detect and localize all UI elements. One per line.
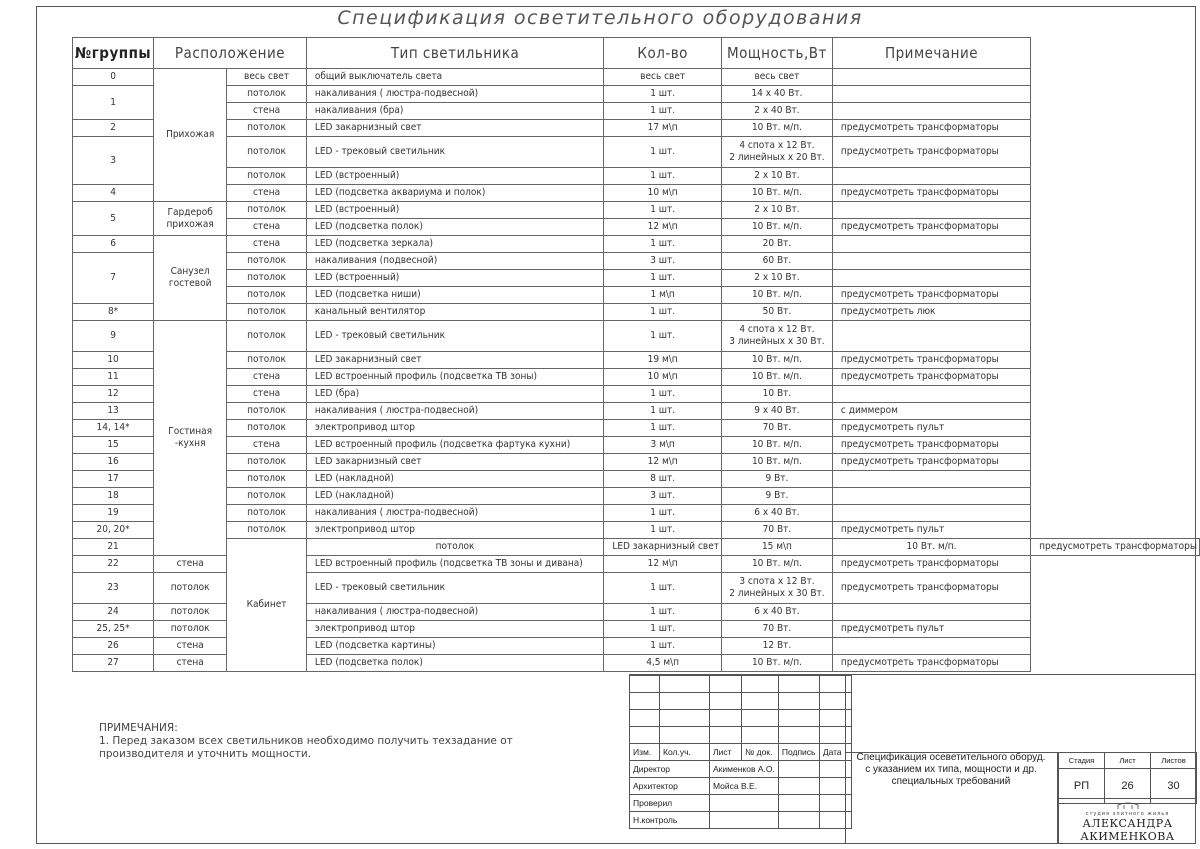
type-cell: LED закарнизный свет — [306, 120, 603, 137]
qty-cell: 3 шт. — [604, 253, 722, 270]
notes-heading: ПРИМЕЧАНИЯ: — [99, 722, 178, 734]
location-bathroom: Санузел гостевой — [154, 236, 227, 321]
table-row — [73, 454, 1200, 471]
sheet-info — [1058, 752, 1197, 804]
note-cell — [832, 321, 1030, 352]
note-cell: предусмотреть люк — [832, 304, 1030, 321]
type-cell: LED - трековый светильник — [306, 321, 603, 352]
type-cell: LED (бра) — [306, 386, 603, 403]
place-cell: потолок — [227, 352, 307, 369]
qty-cell: 1 шт. — [604, 386, 722, 403]
power-cell: 2 x 40 Вт. — [721, 103, 832, 120]
power-cell: 6 x 40 Вт. — [721, 604, 832, 621]
sheet-label: Лист — [1105, 753, 1151, 769]
type-cell: LED (встроенный) — [306, 168, 603, 185]
power-line: 2 линейных x 20 Вт. — [729, 152, 825, 163]
place-cell: потолок — [154, 573, 227, 604]
qty-cell: 3 шт. — [604, 488, 722, 505]
power-cell: 10 Вт. м/п. — [721, 219, 832, 236]
group-cell: 27 — [73, 655, 154, 672]
type-cell: LED (накладной) — [306, 488, 603, 505]
qty-cell: 1 шт. — [604, 321, 722, 352]
note-cell — [832, 236, 1030, 253]
header-note: Примечание — [832, 38, 1030, 69]
qty-cell: 19 м\п — [604, 352, 722, 369]
sheet-description — [846, 752, 1056, 788]
group-cell: 23 — [73, 573, 154, 604]
place-cell: потолок — [227, 471, 307, 488]
qty-cell: 1 шт. — [604, 505, 722, 522]
table-row — [73, 321, 1200, 352]
stage-label: Стадия — [1059, 753, 1105, 769]
group-cell: 6 — [73, 236, 154, 253]
type-cell: LED (подсветка полок) — [306, 655, 603, 672]
type-cell: электропривод штор — [306, 420, 603, 437]
type-cell: накаливания ( люстра-подвесной) — [306, 604, 603, 621]
power-cell: 14 x 40 Вт. — [721, 86, 832, 103]
note-cell: предусмотреть трансформаторы — [832, 219, 1030, 236]
power-cell: 10 Вт. м/п. — [832, 539, 1030, 556]
place-cell: потолок — [227, 287, 307, 304]
power-cell: 9 Вт. — [721, 471, 832, 488]
revision-stamp — [629, 675, 852, 829]
power-line: 2 линейных x 30 Вт. — [729, 588, 825, 599]
page-title: Спецификация осветительного оборудования — [337, 7, 863, 29]
description-line: специальных требований — [891, 776, 1011, 787]
table-row — [73, 352, 1200, 369]
power-cell: 9 Вт. — [721, 488, 832, 505]
group-cell: 25, 25* — [73, 621, 154, 638]
table-row — [73, 304, 1200, 321]
qty-cell: 1 шт. — [604, 137, 722, 168]
power-cell: 70 Вт. — [721, 621, 832, 638]
stamp-header-list: Лист — [710, 744, 742, 761]
qty-cell: 1 шт. — [604, 621, 722, 638]
power-cell: 10 Вт. м/п. — [721, 556, 832, 573]
description-line: с указанием их типа, мощности и др. — [865, 764, 1037, 775]
group-cell: 5 — [73, 202, 154, 236]
sheets-value: 30 — [1151, 769, 1197, 804]
stage-value: РП — [1059, 769, 1105, 804]
table-row — [73, 287, 1200, 304]
group-cell: 24 — [73, 604, 154, 621]
power-line: 4 спота x 12 Вт. — [739, 324, 815, 335]
group-cell: 4 — [73, 185, 154, 202]
table-row — [73, 202, 1200, 219]
group-cell: 26 — [73, 638, 154, 655]
place-cell: потолок — [227, 522, 307, 539]
note-cell: предусмотреть трансформаторы — [1031, 539, 1200, 556]
place-cell: потолок — [227, 253, 307, 270]
power-line: 3 спота x 12 Вт. — [739, 576, 815, 587]
place-cell: весь свет — [227, 69, 307, 86]
note-cell: предусмотреть трансформаторы — [832, 287, 1030, 304]
place-cell: потолок — [227, 137, 307, 168]
note-cell — [832, 505, 1030, 522]
note-cell — [832, 86, 1030, 103]
sheets-label: Листов — [1151, 753, 1197, 769]
table-row — [73, 471, 1200, 488]
group-cell: 16 — [73, 454, 154, 471]
qty-cell: 8 шт. — [604, 471, 722, 488]
place-cell: стена — [227, 185, 307, 202]
group-cell: 22 — [73, 556, 154, 573]
note-cell — [832, 270, 1030, 287]
note-cell — [832, 488, 1030, 505]
power-cell: 60 Вт. — [721, 253, 832, 270]
place-cell: стена — [154, 638, 227, 655]
place-cell: стена — [227, 437, 307, 454]
power-cell: 10 Вт. м/п. — [721, 287, 832, 304]
note-cell — [832, 386, 1030, 403]
table-row — [73, 386, 1200, 403]
logo-name: АЛЕКСАНДРА АКИМЕНКОВА — [1080, 817, 1175, 843]
power-cell: 9 x 40 Вт. — [721, 403, 832, 420]
power-cell: 50 Вт. — [721, 304, 832, 321]
stamp-role: Директор — [630, 761, 710, 778]
power-cell: 10 Вт. м/п. — [721, 120, 832, 137]
description-line: Спецификация осеветительного оборуд. — [856, 752, 1046, 763]
table-row — [73, 539, 1200, 556]
power-line: 4 спота x 12 Вт. — [739, 140, 815, 151]
note-cell — [832, 638, 1030, 655]
note-cell: предусмотреть трансформаторы — [832, 185, 1030, 202]
type-cell: общий выключатель света — [306, 69, 603, 86]
table-row — [73, 270, 1200, 287]
table-row — [73, 69, 1200, 86]
type-cell: LED (подсветка полок) — [306, 219, 603, 236]
qty-cell: 1 шт. — [604, 168, 722, 185]
note-cell — [832, 168, 1030, 185]
stamp-name: Мойса В.Е. — [710, 778, 779, 795]
power-cell: 20 Вт. — [721, 236, 832, 253]
header-type: Тип светильника — [306, 38, 603, 69]
group-cell: 12 — [73, 386, 154, 403]
group-cell: 0 — [73, 69, 154, 86]
stamp-header-ndok: № док. — [742, 744, 779, 761]
sheet-value: 26 — [1105, 769, 1151, 804]
table-row — [73, 420, 1200, 437]
qty-cell: 1 м\п — [604, 287, 722, 304]
power-cell: 10 Вт. м/п. — [721, 437, 832, 454]
table-row — [73, 488, 1200, 505]
qty-cell: 12 м\п — [604, 219, 722, 236]
group-cell: 18 — [73, 488, 154, 505]
header-location: Расположение — [154, 38, 307, 69]
place-cell: потолок — [306, 539, 603, 556]
table-row — [73, 219, 1200, 236]
note-cell: предусмотреть трансформаторы — [832, 454, 1030, 471]
place-cell: потолок — [227, 488, 307, 505]
power-cell: 10 Вт. м/п. — [721, 655, 832, 672]
qty-cell: весь свет — [604, 69, 722, 86]
type-cell: LED (подсветка картины) — [306, 638, 603, 655]
place-cell: потолок — [227, 304, 307, 321]
table-row — [73, 505, 1200, 522]
qty-cell: 1 шт. — [604, 573, 722, 604]
location-cabinet: Кабинет — [227, 539, 307, 672]
place-cell: потолок — [227, 168, 307, 185]
qty-cell: 17 м\п — [604, 120, 722, 137]
type-cell: LED встроенный профиль (подсветка фартука кухни) — [306, 437, 603, 454]
place-cell: стена — [227, 386, 307, 403]
group-cell: 10 — [73, 352, 154, 369]
note-cell: предусмотреть трансформаторы — [832, 556, 1030, 573]
power-line: 3 линейных x 30 Вт. — [729, 336, 825, 347]
stamp-header-koluch: Кол.уч. — [660, 744, 710, 761]
note-cell — [832, 471, 1030, 488]
stamp-name: Акименков А.О. — [710, 761, 779, 778]
type-cell: LED закарнизный свет — [306, 454, 603, 471]
group-cell: 13 — [73, 403, 154, 420]
qty-cell: 1 шт. — [604, 270, 722, 287]
table-row — [73, 137, 1200, 168]
table-row — [73, 103, 1200, 120]
table-row — [73, 120, 1200, 137]
stamp-header-data: Дата — [819, 744, 851, 761]
power-cell: 10 Вт. м/п. — [721, 369, 832, 386]
place-cell: стена — [227, 236, 307, 253]
qty-cell: 10 м\п — [604, 369, 722, 386]
note-cell — [832, 604, 1030, 621]
notes-line: 1. Перед заказом всех светильников необходимо получить техзадание от — [99, 735, 513, 747]
power-cell: 6 x 40 Вт. — [721, 505, 832, 522]
place-cell: стена — [227, 103, 307, 120]
note-cell — [832, 69, 1030, 86]
place-cell: стена — [154, 655, 227, 672]
note-cell: предусмотреть трансформаторы — [832, 120, 1030, 137]
header-qty: Кол-во — [604, 38, 722, 69]
note-cell: предусмотреть пульт — [832, 621, 1030, 638]
type-cell: канальный вентилятор — [306, 304, 603, 321]
logo-subtitle: студия элитного жилья — [1085, 811, 1170, 817]
type-cell: LED (встроенный) — [306, 270, 603, 287]
qty-cell: 1 шт. — [604, 403, 722, 420]
note-cell: предусмотреть трансформаторы — [832, 573, 1030, 604]
type-cell: накаливания ( люстра-подвесной) — [306, 505, 603, 522]
type-cell: LED встроенный профиль (подсветка ТВ зоны) — [306, 369, 603, 386]
header-power: Мощность,Вт — [721, 38, 832, 69]
note-cell — [832, 202, 1030, 219]
table-row — [73, 168, 1200, 185]
qty-cell: 12 м\п — [604, 556, 722, 573]
qty-cell: 4,5 м\п — [604, 655, 722, 672]
power-cell — [721, 321, 832, 352]
power-cell: 10 Вт. м/п. — [721, 185, 832, 202]
table-row — [73, 253, 1200, 270]
type-cell: накаливания (бра) — [306, 103, 603, 120]
stamp-header-izm: Изм. — [630, 744, 660, 761]
type-cell: LED - трековый светильник — [306, 573, 603, 604]
type-cell: LED закарнизный свет — [604, 539, 722, 556]
type-cell: накаливания ( люстра-подвесной) — [306, 403, 603, 420]
note-cell: предусмотреть трансформаторы — [832, 655, 1030, 672]
group-cell: 15 — [73, 437, 154, 454]
location-living: Гостиная -кухня — [154, 321, 227, 556]
place-cell: потолок — [154, 604, 227, 621]
group-cell: 1 — [73, 86, 154, 120]
type-cell: накаливания ( люстра-подвесной) — [306, 86, 603, 103]
qty-cell: 1 шт. — [604, 420, 722, 437]
place-cell: потолок — [227, 454, 307, 471]
group-cell: 14, 14* — [73, 420, 154, 437]
note-cell — [832, 103, 1030, 120]
company-logo — [1058, 798, 1196, 844]
type-cell: LED встроенный профиль (подсветка ТВ зоны и дивана) — [306, 556, 603, 573]
specification-table — [72, 37, 1200, 672]
logo-mark-icon — [1116, 802, 1140, 810]
place-cell: потолок — [227, 270, 307, 287]
table-row — [73, 369, 1200, 386]
note-cell: предусмотреть пульт — [832, 420, 1030, 437]
stamp-role: Н.контроль — [630, 812, 710, 829]
group-cell: 8* — [73, 304, 154, 321]
group-cell: 19 — [73, 505, 154, 522]
note-cell: с диммером — [832, 403, 1030, 420]
place-cell: потолок — [227, 420, 307, 437]
place-cell: стена — [227, 219, 307, 236]
note-cell: предусмотреть трансформаторы — [832, 137, 1030, 168]
place-cell: потолок — [227, 202, 307, 219]
note-cell: предусмотреть пульт — [832, 522, 1030, 539]
stamp-role: Проверил — [630, 795, 710, 812]
place-cell: потолок — [154, 621, 227, 638]
type-cell: LED (подсветка ниши) — [306, 287, 603, 304]
qty-cell: 1 шт. — [604, 103, 722, 120]
table-row — [73, 522, 1200, 539]
qty-cell: 3 м\п — [604, 437, 722, 454]
stamp-header-podpis: Подпись — [778, 744, 819, 761]
type-cell: LED закарнизный свет — [306, 352, 603, 369]
note-cell: предусмотреть трансформаторы — [832, 369, 1030, 386]
header-group: №группы — [73, 38, 154, 69]
type-cell: LED (накладной) — [306, 471, 603, 488]
power-cell: 10 Вт. м/п. — [721, 352, 832, 369]
power-cell: 2 x 10 Вт. — [721, 270, 832, 287]
table-row — [73, 86, 1200, 103]
power-cell: весь свет — [721, 69, 832, 86]
qty-cell: 1 шт. — [604, 604, 722, 621]
power-cell: 12 Вт. — [721, 638, 832, 655]
place-cell: потолок — [227, 321, 307, 352]
power-cell: 10 Вт. — [721, 386, 832, 403]
qty-cell: 1 шт. — [604, 86, 722, 103]
table-row — [73, 403, 1200, 420]
type-cell: LED - трековый светильник — [306, 137, 603, 168]
note-cell: предусмотреть трансформаторы — [832, 437, 1030, 454]
header-row — [73, 38, 1200, 69]
group-cell: 2 — [73, 120, 154, 137]
table-row — [73, 437, 1200, 454]
power-cell: 2 x 10 Вт. — [721, 168, 832, 185]
place-cell: потолок — [227, 403, 307, 420]
group-cell: 20, 20* — [73, 522, 154, 539]
group-cell: 21 — [73, 539, 154, 556]
qty-cell: 1 шт. — [604, 304, 722, 321]
group-cell: 7 — [73, 253, 154, 304]
qty-cell: 1 шт. — [604, 522, 722, 539]
location-wardrobe: Гардероб прихожая — [154, 202, 227, 236]
power-cell: 2 x 10 Вт. — [721, 202, 832, 219]
type-cell: LED (встроенный) — [306, 202, 603, 219]
power-cell: 70 Вт. — [721, 420, 832, 437]
group-cell: 17 — [73, 471, 154, 488]
location-hall: Прихожая — [154, 69, 227, 202]
type-cell: LED (подсветка зеркала) — [306, 236, 603, 253]
stamp-role: Архитектор — [630, 778, 710, 795]
power-cell — [721, 573, 832, 604]
qty-cell: 15 м\п — [721, 539, 832, 556]
type-cell: электропривод штор — [306, 522, 603, 539]
place-cell: стена — [227, 369, 307, 386]
qty-cell: 12 м\п — [604, 454, 722, 471]
type-cell: электропривод штор — [306, 621, 603, 638]
power-cell — [721, 137, 832, 168]
note-cell: предусмотреть трансформаторы — [832, 352, 1030, 369]
qty-cell: 1 шт. — [604, 202, 722, 219]
place-cell: стена — [154, 556, 227, 573]
qty-cell: 1 шт. — [604, 638, 722, 655]
place-cell: потолок — [227, 505, 307, 522]
power-cell: 70 Вт. — [721, 522, 832, 539]
table-row — [73, 236, 1200, 253]
notes-line: производителя и уточнить мощности. — [99, 748, 312, 760]
place-cell: потолок — [227, 86, 307, 103]
notes-block — [99, 722, 513, 761]
note-cell — [832, 253, 1030, 270]
table-row — [73, 185, 1200, 202]
group-cell: 9 — [73, 321, 154, 352]
type-cell: накаливания (подвесной) — [306, 253, 603, 270]
power-cell: 10 Вт. м/п. — [721, 454, 832, 471]
group-cell: 3 — [73, 137, 154, 185]
place-cell: потолок — [227, 120, 307, 137]
group-cell: 11 — [73, 369, 154, 386]
qty-cell: 1 шт. — [604, 236, 722, 253]
qty-cell: 10 м\п — [604, 185, 722, 202]
type-cell: LED (подсветка аквариума и полок) — [306, 185, 603, 202]
